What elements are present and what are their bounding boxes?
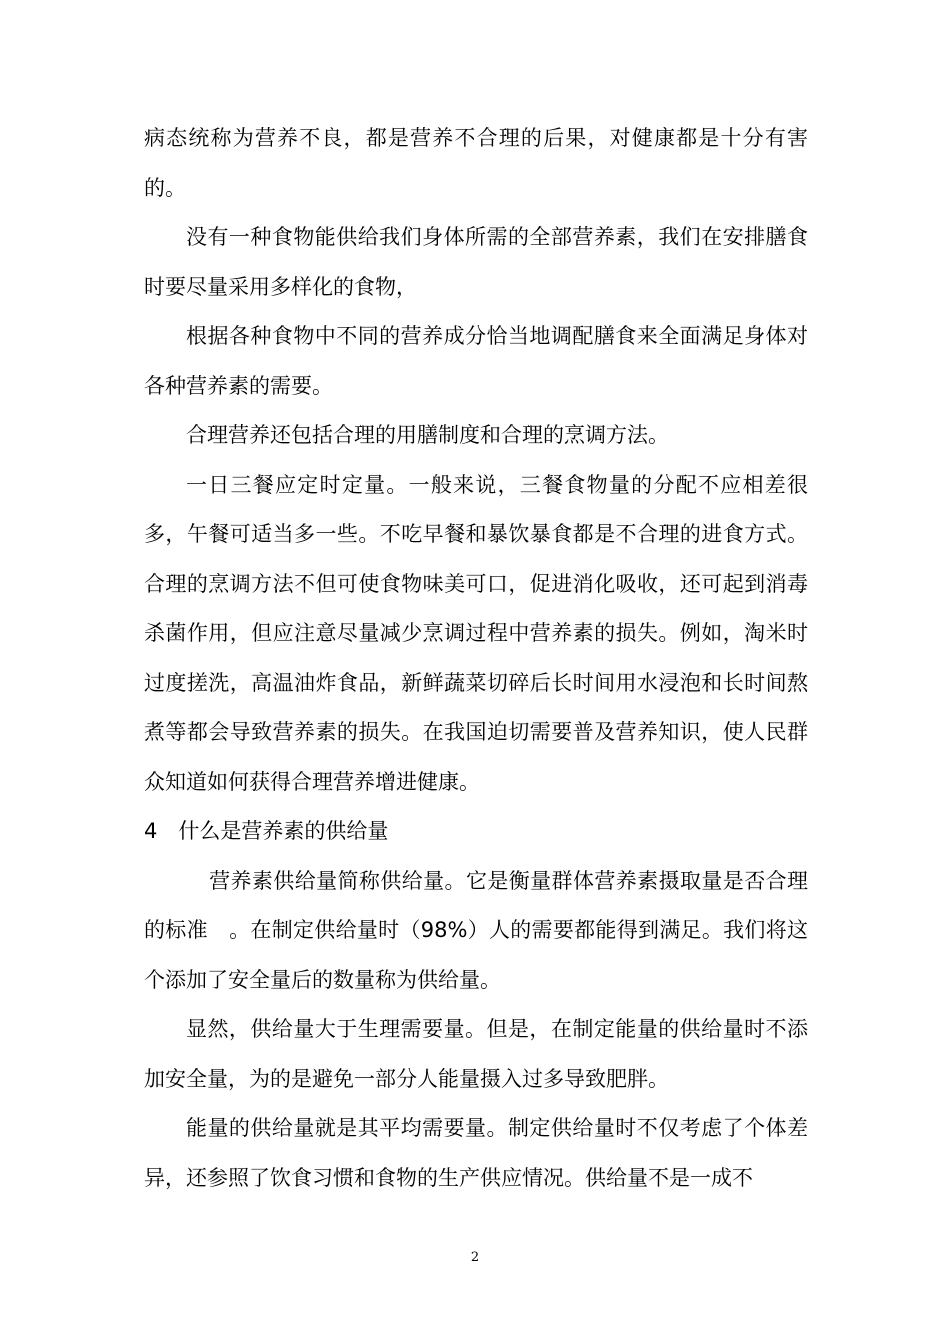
paragraph-balanced-diet: 根据各种食物中不同的营养成分恰当地调配膳食来全面满足身体对各种营养素的需要。 bbox=[144, 324, 808, 398]
page-number: 2 bbox=[470, 1250, 480, 1265]
paragraph-meal-system: 合理营养还包括合理的用膳制度和合理的烹调方法。 bbox=[186, 423, 669, 447]
paragraph-three-meals: 一日三餐应定时定量。一般来说，三餐食物量的分配不应相差很多，午餐可适当多一些。不吃早餐和暴饮暴食都是不合理的进食方式。合理的烹调方法不但可使食物味美可口，促进消化吸收，还可起到消毒杀菌作用，但应注意尽量减少烹调过程中营养素的损失。例如，淘米时过度搓洗，高温油炸食品，新鲜蔬菜切碎后长时间用水浸泡和长时间熬煮等都会导致营养素的损失。在我国迫切需要普及营养知识，使人民群众知道如何获得合理营养增进健康。 bbox=[144, 472, 808, 794]
paragraph-malnutrition-continuation: 病态统称为营养不良，都是营养不合理的后果，对健康都是十分有害的。 bbox=[144, 126, 808, 200]
paragraph-supply-definition: 营养素供给量简称供给量。它是衡量群体营养素摄取量是否合理的标准 。在制定供给量时（98%）人的需要都能得到满足。我们将这个添加了安全量后的数量称为供给量。 bbox=[144, 868, 808, 992]
paragraph-energy-supply: 能量的供给量就是其平均需要量。制定供给量时不仅考虑了个体差异，还参照了饮食习惯和食物的生产供应情况。供给量不是一成不 bbox=[144, 1116, 808, 1190]
body-text bbox=[144, 114, 808, 1203]
section-heading-nutrient-supply: 4 什么是营养素的供给量 bbox=[144, 819, 389, 843]
paragraph-food-variety: 没有一种食物能供给我们身体所需的全部营养素，我们在安排膳食时要尽量采用多样化的食物， bbox=[144, 225, 808, 299]
paragraph-supply-vs-need: 显然，供给量大于生理需要量。但是，在制定能量的供给量时不添加安全量，为的是避免一部分人能量摄入过多导致肥胖。 bbox=[144, 1017, 808, 1091]
